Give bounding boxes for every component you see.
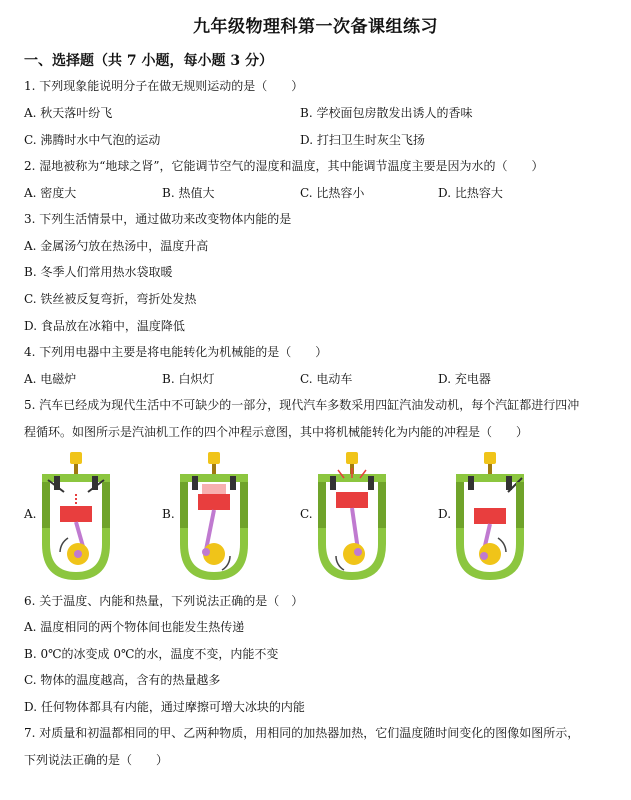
q2-option-a: A. 密度大 bbox=[24, 186, 77, 200]
q3-option-b: B. 冬季人们常用热水袋取暖 bbox=[24, 265, 173, 279]
crankshaft-icon bbox=[343, 543, 365, 565]
q1-option-c: C. 沸腾时水中气泡的运动 bbox=[24, 133, 161, 147]
q2-option-c: C. 比热容小 bbox=[300, 186, 365, 200]
question-7-stem-line2: 下列说法正确的是（ ） bbox=[24, 753, 169, 767]
intake-valve-icon bbox=[330, 476, 336, 490]
question-1-stem: 1. 下列现象能说明分子在做无规则运动的是（ ） bbox=[24, 79, 304, 93]
q4-option-b: B. 白炽灯 bbox=[162, 372, 215, 386]
spark-plug-icon bbox=[346, 452, 358, 464]
question-6-stem: 6. 关于温度、内能和热量，下列说法正确的是（ ） bbox=[24, 594, 304, 608]
intake-valve-icon bbox=[192, 476, 198, 490]
page-title: 九年级物理科第一次备课组练习 bbox=[193, 17, 438, 37]
q3-option-a: A. 金属汤勺放在热汤中，温度升高 bbox=[24, 239, 209, 253]
q3-option-d: D. 食品放在冰箱中，温度降低 bbox=[24, 319, 185, 333]
question-2-stem: 2. 湿地被称为“地球之肾”，它能调节空气的湿度和温度，其中能调节温度主要是因为水的（ ） bbox=[24, 159, 544, 173]
piston-icon bbox=[474, 508, 506, 524]
piston-icon bbox=[60, 506, 92, 522]
q5-option-c: C. bbox=[300, 507, 313, 521]
q6-option-d: D. 任何物体都具有内能，通过摩擦可增大冰块的内能 bbox=[24, 700, 305, 714]
question-7-stem-line1: 7. 对质量和初温都相同的甲、乙两种物质，用相同的加热器加热，它们温度随时间变化的图像如图所示， bbox=[24, 726, 580, 740]
q4-option-d: D. 充电器 bbox=[438, 372, 491, 386]
question-5-stem-line1: 5. 汽车已经成为现代生活中不可缺少的一部分，现代汽车多数采用四缸汽油发动机，每个汽缸都进行四冲 bbox=[24, 398, 580, 412]
piston-icon bbox=[198, 494, 230, 510]
q1-option-b: B. 学校面包房散发出诱人的香味 bbox=[300, 106, 473, 120]
section-heading: 一、选择题（共 7 小题，每小题 3 分） bbox=[24, 53, 273, 69]
engine-diagram-a bbox=[38, 452, 114, 584]
q5-option-a: A. bbox=[24, 507, 37, 521]
exhaust-valve-icon bbox=[230, 476, 236, 490]
spark-plug-icon bbox=[70, 452, 82, 464]
q4-option-a: A. 电磁炉 bbox=[24, 372, 77, 386]
piston-icon bbox=[336, 492, 368, 508]
engine-diagram-b bbox=[176, 452, 252, 584]
q6-option-c: C. 物体的温度越高，含有的热量越多 bbox=[24, 673, 221, 687]
q2-option-d: D. 比热容大 bbox=[438, 186, 503, 200]
q1-option-d: D. 打扫卫生时灰尘飞扬 bbox=[300, 133, 425, 147]
q5-option-d: D. bbox=[438, 507, 452, 521]
q6-option-a: A. 温度相同的两个物体间也能发生热传递 bbox=[24, 620, 245, 634]
q2-option-b: B. 热值大 bbox=[162, 186, 215, 200]
q6-option-b: B. 0℃的冰变成 0℃的水，温度不变，内能不变 bbox=[24, 647, 279, 661]
stroke-d bbox=[456, 452, 524, 580]
stroke-b bbox=[180, 452, 248, 580]
q4-option-c: C. 电动车 bbox=[300, 372, 353, 386]
engine-diagram-d bbox=[452, 452, 528, 584]
question-4-stem: 4. 下列用电器中主要是将电能转化为机械能的是（ ） bbox=[24, 345, 328, 359]
q5-option-b: B. bbox=[162, 507, 175, 521]
engine-diagram-c bbox=[314, 452, 390, 584]
stroke-a bbox=[42, 452, 110, 580]
question-5-stem-line2: 程循环。如图所示是汽油机工作的四个冲程示意图，其中将机械能转化为内能的冲程是（ ） bbox=[24, 425, 529, 439]
q3-option-c: C. 铁丝被反复弯折，弯折处发热 bbox=[24, 292, 197, 306]
intake-valve-icon bbox=[468, 476, 474, 490]
spark-plug-icon bbox=[208, 452, 220, 464]
question-3-stem: 3. 下列生活情景中，通过做功来改变物体内能的是 bbox=[24, 212, 292, 226]
q1-option-a: A. 秋天落叶纷飞 bbox=[24, 106, 113, 120]
stroke-c bbox=[318, 452, 386, 580]
exhaust-valve-icon bbox=[368, 476, 374, 490]
spark-plug-icon bbox=[484, 452, 496, 464]
